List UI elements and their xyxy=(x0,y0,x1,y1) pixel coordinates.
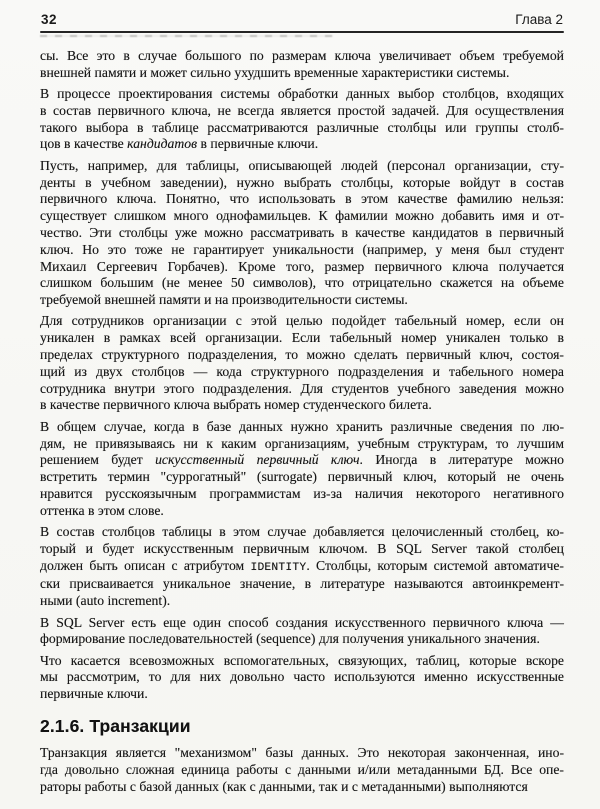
text-line: цов в качестве кандидатов в первичные ключи. xyxy=(40,136,319,152)
text-line: формирование последовательностей (sequence) для получения уникального значения. xyxy=(40,631,540,647)
text-line: такого выбора в таблице рассматриваются различные столбцы или группы столб- xyxy=(40,119,564,135)
text-line: ными (auto increment). xyxy=(40,593,171,609)
text-line: ски присваивается уникальное значение, в литературе называются автоинкремент- xyxy=(40,576,564,592)
code-term: IDENTITY xyxy=(250,561,307,574)
text-line: мы рассмотрим, то для них довольно часто используются именно искусственные xyxy=(40,669,564,685)
paragraph xyxy=(40,615,564,649)
paragraph xyxy=(40,48,564,82)
paragraph xyxy=(40,653,564,703)
text-line: нравится русскоязычным программистам из-за наличия некоторого негативного xyxy=(40,485,564,501)
text-line: существует слишком много однофамильцев. К фамилии можно добавить имя и от- xyxy=(40,208,564,224)
text-line: В SQL Server есть еще один способ создания искусственного первичного ключа — xyxy=(40,614,564,630)
page-content xyxy=(40,48,564,795)
paragraph xyxy=(40,86,564,153)
text-line: Пусть, например, для таблицы, описывающей людей (персонал организации, сту- xyxy=(40,157,564,173)
text-line: слишком большим (не менее 50 символов), что отрицательно скажется на объеме xyxy=(40,275,564,291)
running-head xyxy=(40,9,564,31)
text-line: должен быть описан с атрибутом IDENTITY. Столбцы, которым системой автоматиче- xyxy=(40,557,564,574)
text-line: ключ. Но это тоже не гарантирует уникальности (например, у меня был студент xyxy=(40,241,564,257)
text-line: Что касается всевозможных вспомогательных, связующих, таблиц, которые вскоре xyxy=(40,652,564,668)
section-heading: 2.1.6. Транзакции xyxy=(40,715,191,736)
text-line: В процессе проектирования системы обработки данных выбор столбцов, входящих xyxy=(40,86,564,102)
text-line: Для сотрудников организации с этой целью подойдет табельный номер, если он xyxy=(40,313,564,329)
page-number: 32 xyxy=(41,12,58,27)
text-line: в качестве первичного ключа выбрать номер студенческого билета. xyxy=(40,397,432,413)
text-line: встретить термин "суррогатный" (surrogate) первичный ключ, который не очень xyxy=(40,469,564,485)
text-line: чество. Эти столбцы уже можно рассматривать в качестве кандидатов в первичный xyxy=(40,224,564,240)
text-line: сотрудника внутри этого подразделения. Для студентов учебного заведения можно xyxy=(40,380,564,396)
chapter-label: Глава 2 xyxy=(515,12,563,27)
text-line: денты в учебном заведении), нужно выбрать столбцы, которые войдут в состав xyxy=(40,174,564,190)
paragraph xyxy=(40,313,564,414)
italic-term: искусственный первичный ключ xyxy=(155,452,360,468)
text-line: внешней памяти и может сильно ухудшить временные характеристики системы. xyxy=(40,64,510,80)
text-line: первичные ключи. xyxy=(40,686,148,702)
text-line: торый и будет искусственным первичным ключом. В SQL Server такой столбец xyxy=(40,540,564,556)
text-line: оттенка в этом слове. xyxy=(40,502,164,518)
paragraph xyxy=(40,745,564,795)
text-line: первичного ключа. Понятно, что использовать в этом качестве фамилию нельзя: xyxy=(40,191,564,207)
text-line: в состав первичного ключа, не всегда является простой задачей. Для осуществления xyxy=(40,102,564,118)
header-rule xyxy=(40,31,564,33)
paragraph xyxy=(40,158,564,309)
text-line: раторы работы с базой данных (как с данными, так и с метаданными) выполняются xyxy=(40,778,528,794)
paragraph xyxy=(40,419,564,520)
italic-term: кандидатов xyxy=(127,136,198,152)
text-line: сы. Все это в случае большого по размерам ключа увеличивает объем требуемой xyxy=(40,48,564,63)
text-line: гда довольно сложная единица работы с данными и/или метаданными БД. Все опе- xyxy=(40,761,564,777)
scan-artifact-line xyxy=(40,35,333,37)
text-line: В состав столбцов таблицы в этом случае добавляется целочисленный столбец, ко- xyxy=(40,524,564,540)
text-line: Михаил Сергеевич Горбачев). Кроме того, размер первичного ключа получается xyxy=(40,258,564,274)
text-line: решением будет искусственный первичный ключ. Иногда в литературе можно xyxy=(40,452,564,468)
text-line: уникален в рамках всей организации. Если табельный номер уникален только в xyxy=(40,330,564,346)
text-line: требуемой внешней памяти и на производительности системы. xyxy=(40,292,408,308)
text-line: Транзакция является "механизмом" базы данных. Это некоторая законченная, ино- xyxy=(40,744,564,760)
text-line: дям, не привязываясь ни к каким организациям, учебным структурам, то лучшим xyxy=(40,435,564,451)
text-line: В общем случае, когда в базе данных нужно хранить различные сведения по лю- xyxy=(40,418,564,434)
text-line: пределах структурного подразделения, то можно сделать первичный ключ, состоя- xyxy=(40,347,564,363)
text-line: щий из двух столбцов — кода структурного подразделения и табельного номера xyxy=(40,363,564,379)
paragraph xyxy=(40,524,564,610)
